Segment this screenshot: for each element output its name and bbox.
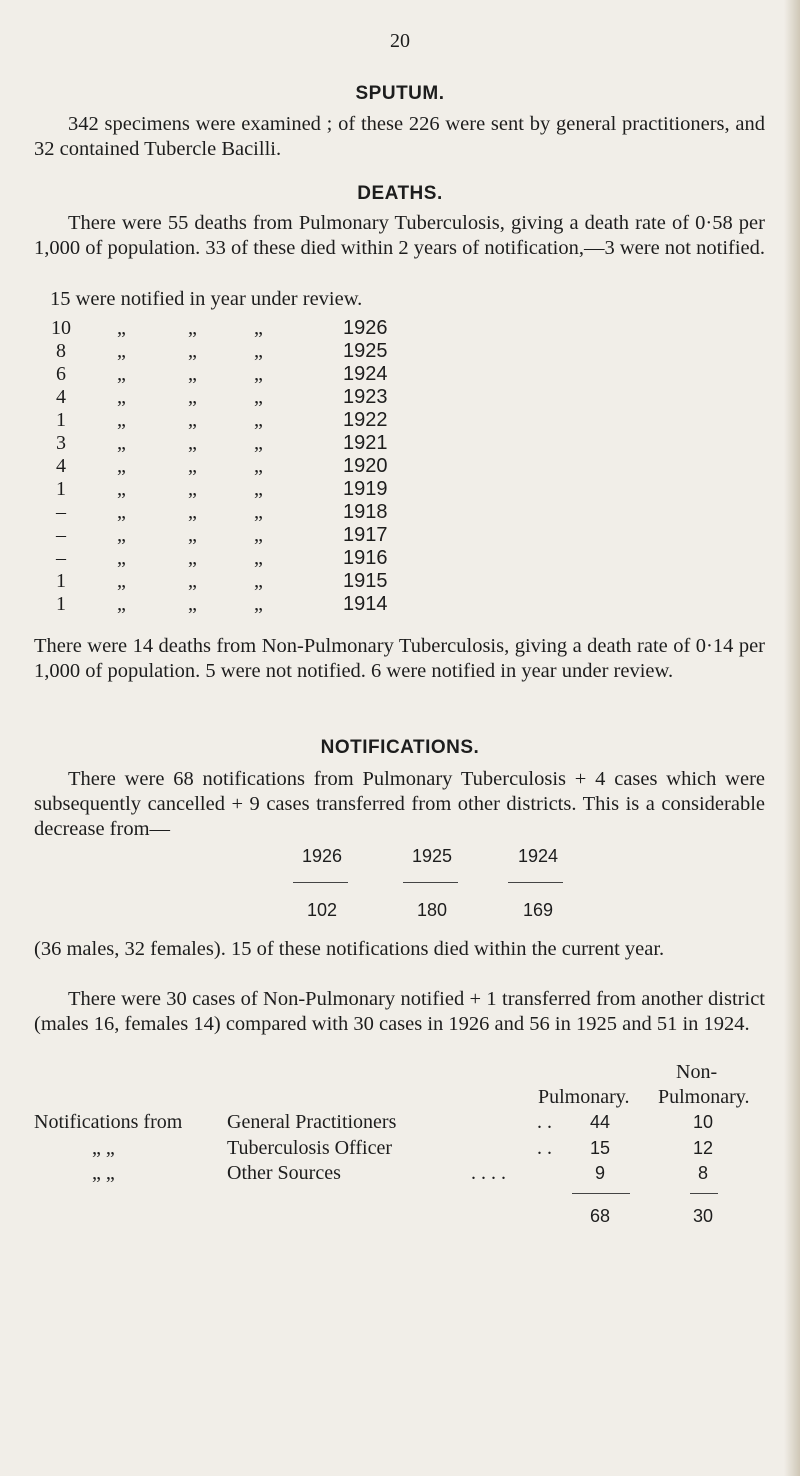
ditto-mark: „ [188, 524, 197, 546]
death-year-row [0, 317, 800, 339]
comparison-rule [293, 882, 348, 883]
death-year-row [0, 570, 800, 592]
death-year-row [0, 386, 800, 408]
table-row-label-a: „ „ [92, 1137, 115, 1159]
death-count: – [56, 547, 66, 569]
ditto-mark: „ [117, 409, 126, 431]
ditto-mark: „ [254, 317, 263, 339]
ditto-mark: „ [117, 547, 126, 569]
total-rule [690, 1193, 718, 1194]
comparison-value-1926: 102 [306, 900, 338, 920]
ditto-mark: „ [254, 363, 263, 385]
death-count: – [56, 524, 66, 546]
sputum-heading: SPUTUM. [355, 83, 445, 104]
deaths-first-line: 15 were notified in year under review. [50, 288, 363, 310]
ditto-mark: „ [117, 501, 126, 523]
death-count: 3 [56, 432, 66, 454]
ditto-mark: „ [188, 340, 197, 362]
table-row-dots: . . . . [471, 1162, 506, 1184]
table-row-label-a: Notifications from [34, 1111, 183, 1133]
comparison-value-1924: 169 [522, 900, 554, 920]
death-count: 1 [56, 593, 66, 615]
death-year-row [0, 455, 800, 477]
death-year: 1916 [343, 547, 388, 569]
death-year-row [0, 501, 800, 523]
comparison-year-1924: 1924 [517, 846, 559, 866]
comparison-year-1925: 1925 [411, 846, 453, 866]
death-count: 6 [56, 363, 66, 385]
notifications-para3: There were 30 cases of Non-Pulmonary notified + 1 transferred from another district (males 16, females 14) compared with 30 cases in 1926 and 56 in 1925 and 51 in 1924. [34, 988, 765, 1035]
death-year: 1924 [343, 363, 388, 385]
death-count: 10 [51, 317, 71, 339]
table-row-label-a: „ „ [92, 1162, 115, 1184]
ditto-mark: „ [188, 455, 197, 477]
death-count: 1 [56, 570, 66, 592]
ditto-mark: „ [117, 478, 126, 500]
ditto-mark: „ [117, 432, 126, 454]
death-year-row [0, 524, 800, 546]
col-header-non-line2: Pulmonary. [658, 1086, 750, 1108]
death-year: 1915 [343, 570, 388, 592]
total-rule [572, 1193, 630, 1194]
ditto-mark: „ [188, 547, 197, 569]
death-year: 1925 [343, 340, 388, 362]
table-cell-non-pulmonary: 8 [697, 1163, 708, 1183]
death-year: 1919 [343, 478, 388, 500]
ditto-mark: „ [117, 317, 126, 339]
ditto-mark: „ [254, 570, 263, 592]
death-year-row [0, 593, 800, 615]
notifications-para2: (36 males, 32 females). 15 of these notifications died within the current year. [34, 938, 665, 960]
ditto-mark: „ [117, 570, 126, 592]
ditto-mark: „ [254, 501, 263, 523]
ditto-mark: „ [188, 363, 197, 385]
ditto-mark: „ [254, 432, 263, 454]
table-row-label-b: General Practitioners [227, 1111, 397, 1133]
table-cell-pulmonary: 15 [589, 1138, 611, 1158]
total-pulmonary: 68 [589, 1206, 611, 1226]
death-count: 1 [56, 409, 66, 431]
ditto-mark: „ [188, 409, 197, 431]
death-year-row [0, 478, 800, 500]
death-count: – [56, 501, 66, 523]
non-pulmonary-deaths-text: There were 14 deaths from Non-Pulmonary Tuberculosis, giving a death rate of 0·14 per 1,000 of population. 5 were not notified. 6 were notified in year under review. [34, 635, 765, 682]
deaths-intro: There were 55 deaths from Pulmonary Tuberculosis, giving a death rate of 0·58 per 1,000 of population. 33 of these died within 2 years of notification,—3 were not notified. [34, 212, 766, 259]
death-year: 1918 [343, 501, 388, 523]
sputum-text: 342 specimens were examined ; of these 226 were sent by general practitioners, and 32 contained Tubercle Bacilli. [34, 113, 765, 160]
death-count: 4 [56, 386, 66, 408]
ditto-mark: „ [117, 340, 126, 362]
death-year: 1923 [343, 386, 388, 408]
table-cell-pulmonary: 9 [594, 1163, 605, 1183]
death-year: 1920 [343, 455, 388, 477]
page-number: 20 [390, 30, 410, 52]
comparison-rule [508, 882, 563, 883]
total-non-pulmonary: 30 [692, 1206, 714, 1226]
col-header-pulmonary: Pulmonary. [538, 1086, 630, 1108]
comparison-rule [403, 882, 458, 883]
ditto-mark: „ [254, 524, 263, 546]
ditto-mark: „ [254, 593, 263, 615]
col-header-non-line1: Non- [676, 1061, 718, 1083]
table-row-label-b: Other Sources [227, 1162, 341, 1184]
death-year-row [0, 340, 800, 362]
ditto-mark: „ [254, 455, 263, 477]
ditto-mark: „ [117, 593, 126, 615]
ditto-mark: „ [188, 501, 197, 523]
table-cell-non-pulmonary: 12 [692, 1138, 714, 1158]
ditto-mark: „ [254, 478, 263, 500]
ditto-mark: „ [254, 340, 263, 362]
ditto-mark: „ [188, 478, 197, 500]
ditto-mark: „ [117, 386, 126, 408]
comparison-value-1925: 180 [416, 900, 448, 920]
comparison-year-1926: 1926 [301, 846, 343, 866]
ditto-mark: „ [188, 570, 197, 592]
deaths-heading: DEATHS. [357, 183, 443, 204]
ditto-mark: „ [188, 432, 197, 454]
table-cell-non-pulmonary: 10 [692, 1112, 714, 1132]
ditto-mark: „ [188, 593, 197, 615]
table-row-label-b: Tuberculosis Officer [227, 1137, 392, 1159]
death-year-row [0, 432, 800, 454]
table-cell-pulmonary: 44 [589, 1112, 611, 1132]
death-year-row [0, 363, 800, 385]
death-year: 1914 [343, 593, 388, 615]
ditto-mark: „ [254, 547, 263, 569]
death-year-row [0, 409, 800, 431]
death-count: 1 [56, 478, 66, 500]
notifications-para1: There were 68 notifications from Pulmonary Tuberculosis + 4 cases which were subsequently cancelled + 9 cases transferred from other districts. This is a considerable decrease from— [34, 768, 765, 840]
death-count: 4 [56, 455, 66, 477]
death-year: 1922 [343, 409, 388, 431]
table-row-dots: . . [537, 1137, 552, 1159]
death-count: 8 [56, 340, 66, 362]
ditto-mark: „ [188, 386, 197, 408]
table-row-dots: . . [537, 1111, 552, 1133]
death-year: 1921 [343, 432, 388, 454]
death-year: 1917 [343, 524, 388, 546]
ditto-mark: „ [254, 409, 263, 431]
death-year-row [0, 547, 800, 569]
notifications-heading: NOTIFICATIONS. [320, 737, 480, 758]
ditto-mark: „ [117, 524, 126, 546]
ditto-mark: „ [188, 317, 197, 339]
ditto-mark: „ [117, 363, 126, 385]
ditto-mark: „ [254, 386, 263, 408]
ditto-mark: „ [117, 455, 126, 477]
death-year: 1926 [343, 317, 388, 339]
